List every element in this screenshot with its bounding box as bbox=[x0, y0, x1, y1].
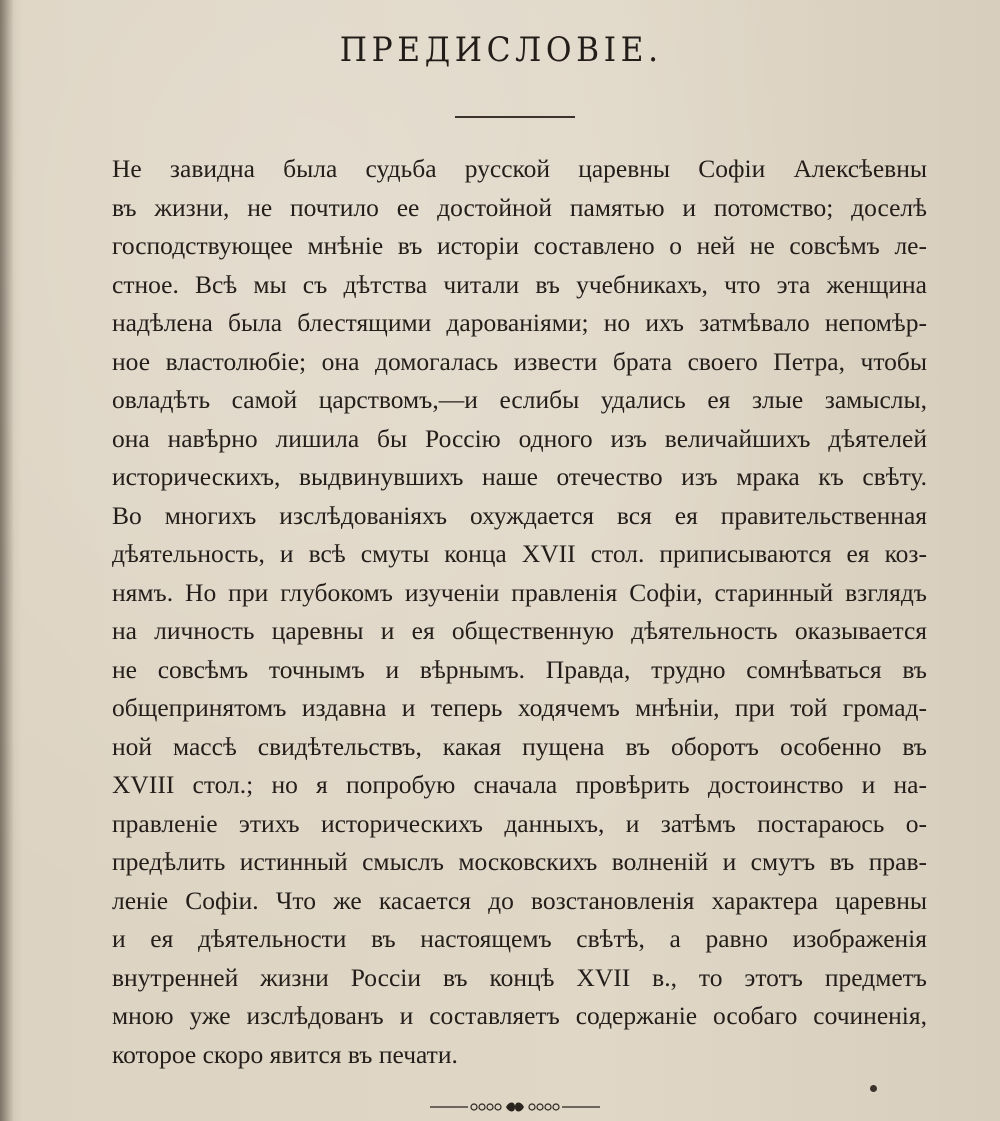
text-line: на личность царевны и ея общественную дѣятельность оказывается bbox=[112, 616, 927, 645]
page-title: ПРЕДИСЛОВІЕ. bbox=[339, 30, 663, 70]
text-line: не совсѣмъ точнымъ и вѣрнымъ. Правда, трудно сомнѣваться въ bbox=[112, 654, 927, 684]
text-line: ной массѣ свидѣтельствъ, какая пущена въ оборотъ особенно въ bbox=[112, 731, 927, 761]
text-line: и ея дѣятельности въ настоящемъ свѣтѣ, а равно изображенія bbox=[112, 924, 927, 953]
text-line: леніе Софіи. Что же касается до возстановленія характера царевны bbox=[112, 885, 927, 915]
text-line: Не завидна была судьба русской царевны Софіи Алексѣевны bbox=[112, 154, 927, 183]
book-gutter-shadow bbox=[0, 0, 14, 1121]
preface-text bbox=[112, 150, 927, 1074]
text-line: правленіе этихъ историческихъ данныхъ, и затѣмъ постараюсь о- bbox=[112, 808, 927, 838]
text-line: ное властолюбіе; она домогалась извести брата своего Петра, чтобы bbox=[112, 346, 927, 376]
text-line: мною уже изслѣдованъ и составляетъ содержаніе особаго сочиненія, bbox=[112, 1001, 927, 1030]
title-rule bbox=[455, 116, 575, 118]
text-line: нямъ. Но при глубокомъ изученіи правленія Софіи, старинный взглядъ bbox=[112, 577, 927, 607]
text-line: предѣлить истинный смыслъ московскихъ волненій и смутъ въ прав- bbox=[112, 847, 927, 876]
text-line: дѣятельность, и всѣ смуты конца XVII стол. приписываются ея коз- bbox=[112, 539, 927, 568]
text-line: господствующее мнѣніе въ исторіи составлено о ней не совсѣмъ ле- bbox=[112, 231, 927, 260]
text-line: Во многихъ изслѣдованіяхъ охуждается вся ея правительственная bbox=[112, 500, 927, 530]
text-line: которое скоро явится въ печати. bbox=[112, 1039, 458, 1069]
ornament-icon bbox=[430, 1098, 600, 1116]
text-line: она навѣрно лишила бы Россію одного изъ величайшихъ дѣятелей bbox=[112, 423, 927, 453]
ink-speck bbox=[870, 1085, 877, 1092]
text-line: въ жизни, не почтило ее достойной памятью и потомство; доселѣ bbox=[112, 192, 927, 222]
text-line: историческихъ, выдвинувшихъ наше отечество изъ мрака къ свѣту. bbox=[112, 462, 927, 491]
text-line: общепринятомъ издавна и теперь ходячемъ мнѣніи, при той громад- bbox=[112, 693, 927, 722]
text-line: внутренней жизни Россіи въ концѣ XVII в., то этотъ предметъ bbox=[112, 962, 927, 992]
text-line: стное. Всѣ мы съ дѣтства читали въ учебникахъ, что эта женщина bbox=[112, 269, 927, 299]
text-line: XVIII стол.; но я попробую сначала провѣрить достоинство и на- bbox=[112, 770, 927, 799]
text-line: надѣлена была блестящими дарованіями; но ихъ затмѣвало непомѣр- bbox=[112, 308, 927, 337]
text-line: овладѣть самой царствомъ,—и еслибы удались ея злые замыслы, bbox=[112, 385, 927, 414]
